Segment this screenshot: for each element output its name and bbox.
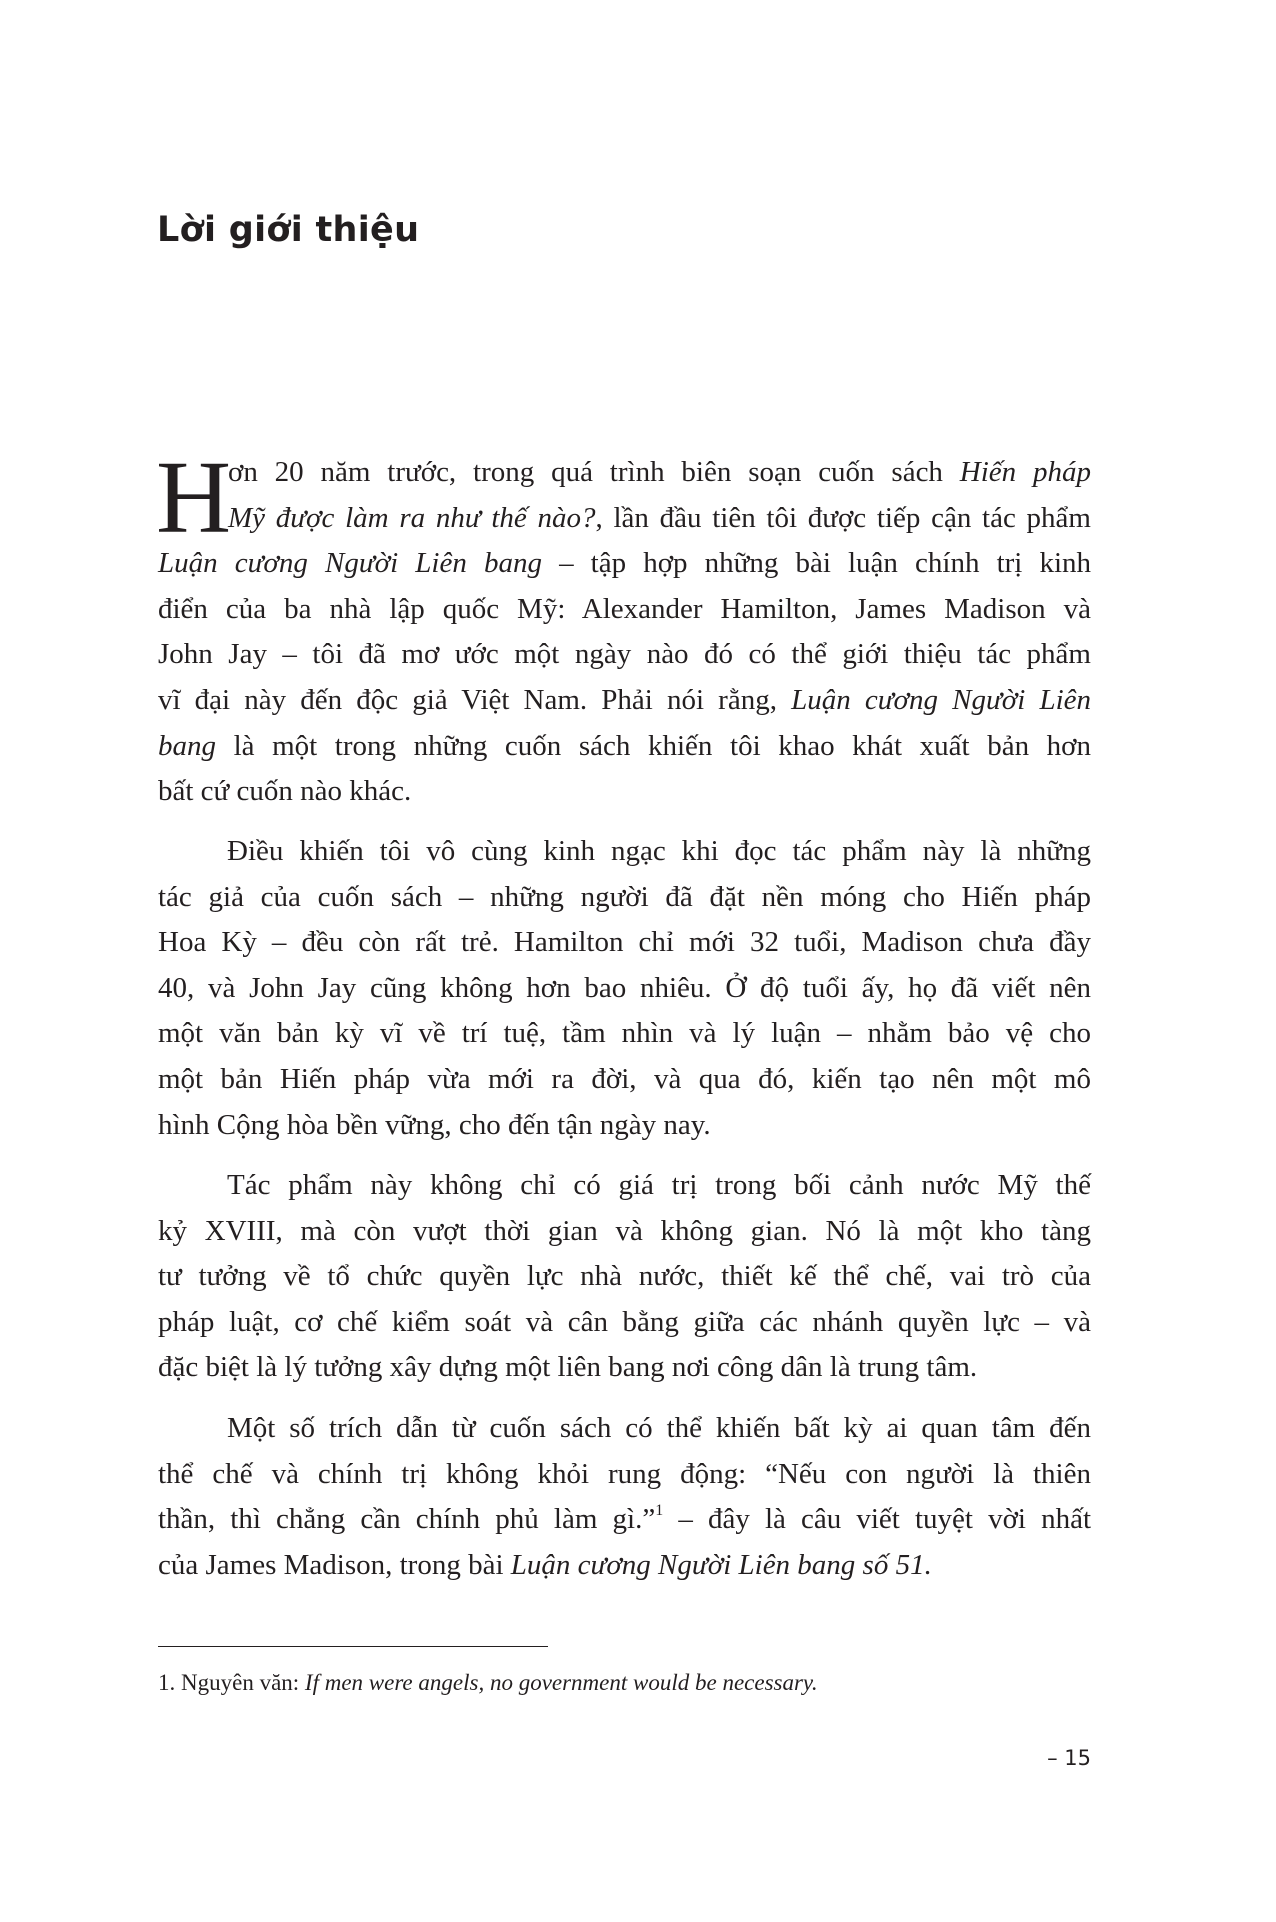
footnote-quote: If men were angels, no government would be necessary. (304, 1670, 818, 1695)
footnote-divider (158, 1646, 548, 1647)
text-segment: là một trong những cuốn sách khiến tôi khao khát xuất bản hơn (216, 729, 1091, 762)
paragraph-2 (158, 829, 1091, 1148)
page-title: Lời giới thiệu (157, 210, 420, 250)
text-line (158, 1497, 1091, 1543)
text-segment: Một số trích dẫn từ cuốn sách có thể khiến bất kỳ ai quan tâm đến (227, 1412, 1091, 1444)
text-segment: tư tưởng về tổ chức quyền lực nhà nước, thiết kế thể chế, vai trò của (158, 1260, 1091, 1293)
text-line (158, 920, 1091, 966)
text-line (158, 1406, 1091, 1452)
text-line (158, 450, 1091, 496)
text-line (158, 1254, 1091, 1300)
text-segment: bất cứ cuốn nào khác. (158, 775, 412, 808)
text-line (158, 1163, 1091, 1209)
text-line (158, 966, 1091, 1012)
text-line (158, 769, 1091, 815)
paragraph-3 (158, 1163, 1091, 1391)
footnote-ref: 1 (655, 1502, 664, 1520)
drop-cap: H (156, 440, 232, 555)
text-segment: ơn 20 năm trước, trong quá trình biên soạn cuốn sách (228, 456, 960, 488)
text-segment: Luận cương Người Liên (791, 683, 1091, 716)
text-segment: thần, thì chẳng cần chính phủ làm gì.” (158, 1503, 656, 1536)
text-line (158, 1543, 1091, 1589)
text-segment: tác giả của cuốn sách – những người đã đặt nền móng cho Hiến pháp (158, 880, 1091, 913)
text-line (158, 829, 1091, 875)
text-segment: , lần đầu tiên tôi được tiếp cận tác phẩm (595, 501, 1091, 534)
text-segment: bang (158, 729, 216, 762)
text-line (158, 1057, 1091, 1103)
text-segment: một văn bản kỳ vĩ về trí tuệ, tầm nhìn và lý luận – nhằm bảo vệ cho (158, 1017, 1091, 1050)
text-line (158, 1103, 1091, 1149)
text-line (158, 1209, 1091, 1255)
text-segment: Luận cương Người Liên bang (158, 547, 542, 580)
text-segment: Điều khiến tôi vô cùng kinh ngạc khi đọc tác phẩm này là những (227, 835, 1091, 867)
footnote-prefix: 1. Nguyên văn: (158, 1670, 305, 1695)
text-line (158, 1300, 1091, 1346)
text-segment: thể chế và chính trị không khỏi rung động: “Nếu con người là thiên (158, 1457, 1091, 1490)
text-line (158, 496, 1091, 542)
text-segment: 40, và John Jay cũng không hơn bao nhiêu. Ở độ tuổi ấy, họ đã viết nên (158, 971, 1091, 1004)
text-line (158, 541, 1091, 587)
text-segment: điển của ba nhà lập quốc Mỹ: Alexander Hamilton, James Madison và (158, 592, 1091, 625)
text-segment: Tác phẩm này không chỉ có giá trị trong bối cảnh nước Mỹ thế (227, 1169, 1091, 1201)
text-segment: vĩ đại này đến độc giả Việt Nam. Phải nói rằng, (158, 683, 792, 716)
text-line (158, 587, 1091, 633)
text-line (158, 724, 1091, 770)
text-segment: kỷ XVIII, mà còn vượt thời gian và không gian. Nó là một kho tàng (158, 1214, 1091, 1247)
paragraph-4 (158, 1406, 1091, 1588)
text-line (158, 1452, 1091, 1498)
text-line (158, 678, 1091, 724)
text-segment: Hoa Kỳ – đều còn rất trẻ. Hamilton chỉ mới 32 tuổi, Madison chưa đầy (158, 926, 1091, 959)
text-segment: Hiến pháp (959, 456, 1091, 488)
text-segment: Luận cương Người Liên bang số 51. (510, 1548, 932, 1581)
text-line (158, 875, 1091, 921)
text-line (158, 632, 1091, 678)
text-segment: của James Madison, trong bài (158, 1548, 511, 1581)
text-segment: – đây là câu viết tuyệt vời nhất (663, 1503, 1092, 1536)
text-segment: hình Cộng hòa bền vững, cho đến tận ngày nay. (158, 1108, 711, 1141)
text-line (158, 1345, 1091, 1391)
page-number: – 15 (1047, 1746, 1091, 1770)
text-segment: đặc biệt là lý tưởng xây dựng một liên bang nơi công dân là trung tâm. (158, 1351, 978, 1384)
footnote (158, 1670, 818, 1696)
text-segment: – tập hợp những bài luận chính trị kinh (541, 547, 1091, 580)
text-segment: John Jay – tôi đã mơ ước một ngày nào đó có thể giới thiệu tác phẩm (158, 638, 1091, 671)
text-segment: pháp luật, cơ chế kiểm soát và cân bằng giữa các nhánh quyền lực – và (158, 1305, 1091, 1338)
text-segment: một bản Hiến pháp vừa mới ra đời, và qua đó, kiến tạo nên một mô (158, 1062, 1091, 1095)
text-line (158, 1011, 1091, 1057)
text-segment: Mỹ được làm ra như thế nào? (228, 501, 596, 534)
paragraph-1 (156, 440, 1091, 815)
